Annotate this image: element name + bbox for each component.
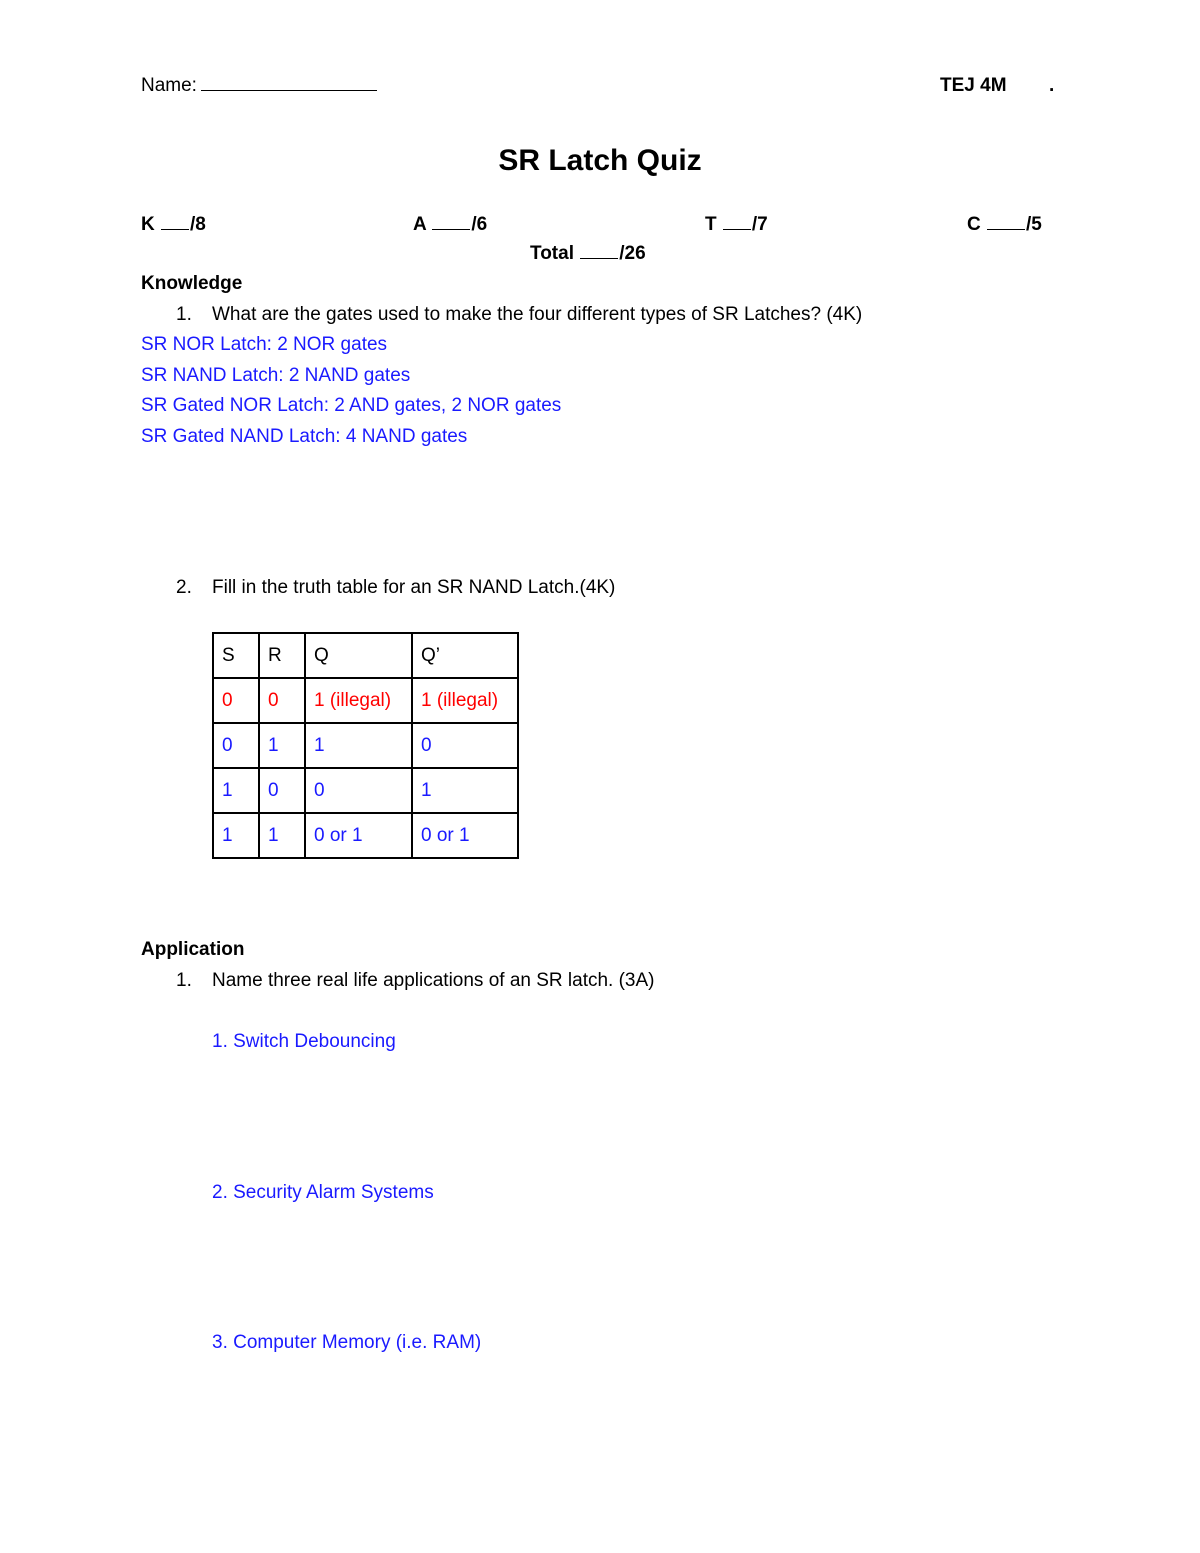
- table-cell: 0 or 1: [305, 813, 412, 858]
- mark-total-value: /26: [619, 243, 646, 264]
- table-header-cell: Q’: [412, 633, 518, 678]
- table-cell: 1 (illegal): [305, 678, 412, 723]
- section-heading-knowledge: Knowledge: [141, 273, 243, 294]
- answer-line: SR NAND Latch: 2 NAND gates: [141, 365, 411, 386]
- mark-a-total: /6: [471, 214, 488, 235]
- question-text: Fill in the truth table for an SR NAND Latch.(4K): [212, 577, 616, 598]
- mark-knowledge: [141, 213, 206, 237]
- mark-a-letter: A: [413, 214, 427, 235]
- table-cell: 0: [259, 768, 305, 813]
- table-cell: 0: [213, 723, 259, 768]
- table-row: [213, 768, 518, 813]
- table-header-row: [213, 633, 518, 678]
- answer-line: 2. Security Alarm Systems: [212, 1182, 434, 1203]
- table-cell: 1: [213, 768, 259, 813]
- mark-c-total: /5: [1026, 214, 1042, 235]
- question-text: What are the gates used to make the four different types of SR Latches? (4K): [212, 304, 863, 325]
- question-number: 1.: [176, 304, 192, 325]
- table-cell: 1: [259, 813, 305, 858]
- mark-thinking: [705, 213, 768, 237]
- question-number: 1.: [176, 970, 192, 991]
- mark-total: [530, 242, 646, 266]
- mark-a-blank: [432, 213, 470, 230]
- name-label: Name:: [141, 75, 197, 96]
- course-code: TEJ 4M: [940, 75, 1007, 96]
- table-cell: 0: [259, 678, 305, 723]
- mark-k-letter: K: [141, 214, 155, 235]
- name-blank-line: [201, 74, 377, 91]
- table-cell: 1: [412, 768, 518, 813]
- table-row: [213, 813, 518, 858]
- table-cell: 0: [213, 678, 259, 723]
- mark-t-letter: T: [705, 214, 717, 235]
- mark-t-total: /7: [751, 214, 768, 235]
- table-row: [213, 723, 518, 768]
- answer-line: 3. Computer Memory (i.e. RAM): [212, 1332, 482, 1353]
- table-header-cell: Q: [305, 633, 412, 678]
- section-heading-application: Application: [141, 939, 245, 960]
- table-header-cell: R: [259, 633, 305, 678]
- table-cell: 1: [213, 813, 259, 858]
- mark-k-total: /8: [190, 214, 206, 235]
- table-cell: 1 (illegal): [412, 678, 518, 723]
- mark-c-letter: C: [967, 214, 981, 235]
- page-title: SR Latch Quiz: [498, 144, 702, 177]
- question-number: 2.: [176, 577, 192, 598]
- mark-total-blank: [580, 242, 618, 259]
- question-text: Name three real life applications of an SR latch. (3A): [212, 970, 655, 991]
- mark-c-blank: [987, 213, 1025, 230]
- answer-line: 1. Switch Debouncing: [212, 1031, 396, 1052]
- answer-line: SR Gated NOR Latch: 2 AND gates, 2 NOR gates: [141, 395, 562, 416]
- mark-k-blank: [161, 213, 189, 230]
- mark-t-blank: [723, 213, 751, 230]
- mark-application: [413, 213, 487, 237]
- table-cell: 1: [305, 723, 412, 768]
- table-header-cell: S: [213, 633, 259, 678]
- answer-line: SR Gated NAND Latch: 4 NAND gates: [141, 426, 468, 447]
- header-period: .: [1049, 75, 1055, 96]
- table-cell: 0: [305, 768, 412, 813]
- mark-total-label: Total: [530, 243, 574, 264]
- table-cell: 1: [259, 723, 305, 768]
- answer-line: SR NOR Latch: 2 NOR gates: [141, 334, 388, 355]
- table-cell: 0: [412, 723, 518, 768]
- name-field: [141, 74, 377, 98]
- table-row: [213, 678, 518, 723]
- table-cell: 0 or 1: [412, 813, 518, 858]
- truth-table: [212, 632, 519, 859]
- mark-communication: [967, 213, 1042, 237]
